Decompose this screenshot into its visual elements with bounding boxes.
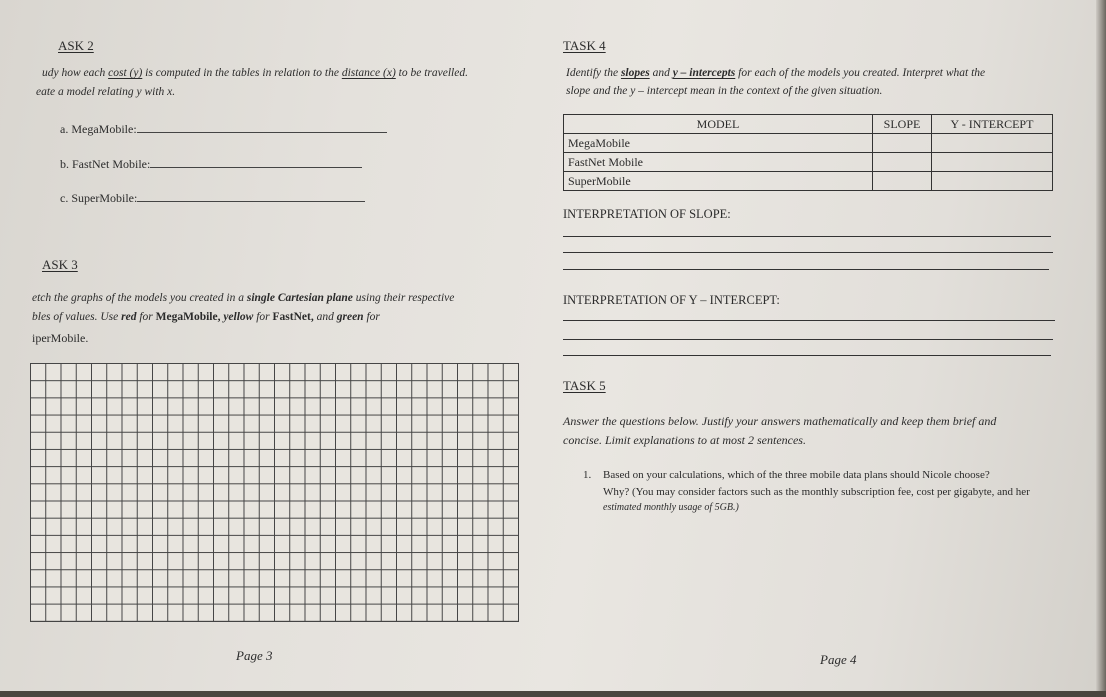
answer-blank[interactable] <box>137 191 365 202</box>
header-slope: SLOPE <box>873 115 932 134</box>
graph-paper-grid[interactable] <box>30 363 519 622</box>
cost-y-term: cost (y) <box>108 67 143 79</box>
task2-item-supermobile <box>60 191 365 206</box>
task4-line1-part-b: and <box>649 67 673 79</box>
slope-cell[interactable] <box>873 153 932 172</box>
intercept-cell[interactable] <box>932 153 1053 172</box>
task3-instruction-line1 <box>32 292 454 304</box>
task3-line2-part-b: for <box>136 311 156 323</box>
task5-instruction-line1: Answer the questions below. Justify your answers mathematically and keep them brief and <box>563 414 997 428</box>
task2-line1-part-a: udy how each <box>42 67 109 79</box>
color-yellow-term: yellow <box>223 311 254 323</box>
y-intercepts-term: y – intercepts <box>672 67 736 79</box>
slope-cell[interactable] <box>873 172 932 191</box>
header-model: MODEL <box>564 115 873 134</box>
question-1-line2 <box>603 486 1030 498</box>
task2-item-megamobile <box>60 122 387 137</box>
intercept-cell[interactable] <box>932 134 1053 153</box>
task3-line2-part-f: for <box>363 311 380 323</box>
model-cell: FastNet Mobile <box>564 153 873 172</box>
slope-cell[interactable] <box>873 134 932 153</box>
task3-line1-part-b: using their respective <box>352 292 455 304</box>
slope-answer-line-2[interactable] <box>563 252 1053 253</box>
answer-blank[interactable] <box>150 157 362 168</box>
intercept-answer-line-2[interactable] <box>563 339 1053 340</box>
models-table <box>563 114 1053 191</box>
table-row <box>564 134 1053 153</box>
task4-instruction-line1 <box>566 67 985 79</box>
task3-line1-part-a: etch the graphs of the models you created in a <box>32 292 247 304</box>
slope-interpretation-heading: INTERPRETATION OF SLOPE: <box>563 207 731 221</box>
header-y-intercept: Y - INTERCEPT <box>932 115 1053 134</box>
distance-x-term: distance (x) <box>341 67 396 79</box>
task2-line1-part-b: is computed in the tables in relation to the <box>142 67 342 79</box>
intercept-interpretation-heading: INTERPRETATION OF Y – INTERCEPT: <box>563 293 780 307</box>
intercept-answer-line-3[interactable] <box>563 355 1051 356</box>
table-row <box>564 172 1053 191</box>
task3-line2-part-d: for <box>253 311 273 323</box>
fastnet-term: FastNet, <box>272 311 314 323</box>
slope-answer-line-3[interactable] <box>563 269 1049 270</box>
task2-heading: ASK 2 <box>58 38 94 53</box>
single-cartesian-plane-term: single Cartesian plane <box>246 292 353 304</box>
slopes-term: slopes <box>620 67 650 79</box>
item-label: a. MegaMobile: <box>60 122 137 136</box>
item-label: c. SuperMobile: <box>60 191 138 205</box>
task2-instruction-line1 <box>42 67 468 79</box>
task5-instruction-line2: concise. Limit explanations to at most 2 sentences. <box>563 433 806 447</box>
color-green-term: green <box>336 311 364 323</box>
question-1-line3: estimated monthly usage of 5GB.) <box>603 502 739 513</box>
task3-instruction-line3: iperMobile. <box>32 331 89 345</box>
intercept-cell[interactable] <box>932 172 1053 191</box>
model-cell: MegaMobile <box>564 134 873 153</box>
page-number-left: Page 3 <box>236 648 273 663</box>
answer-blank[interactable] <box>137 122 387 133</box>
question-1-line2-text: Why? (You may consider factors such as the monthly subscription fee, cost per gigabyte, and her <box>603 486 1030 498</box>
task4-line1-part-a: Identify the <box>566 67 621 79</box>
table-row <box>564 153 1053 172</box>
model-cell: SuperMobile <box>564 172 873 191</box>
task3-line2-part-a: bles of values. Use <box>32 311 122 323</box>
task3-heading: ASK 3 <box>42 257 78 272</box>
task4-line1-part-c: for each of the models you created. Interpret what the <box>735 67 986 79</box>
task2-item-fastnet <box>60 157 362 172</box>
task4-instruction-line2: slope and the y – intercept mean in the context of the given situation. <box>566 85 883 97</box>
intercept-answer-line-1[interactable] <box>563 320 1055 321</box>
item-label: b. FastNet Mobile: <box>60 157 151 171</box>
task5-heading: TASK 5 <box>563 378 606 393</box>
paper-edge-shadow <box>1096 0 1106 697</box>
task3-line2-part-e: and <box>313 311 337 323</box>
color-red-term: red <box>121 311 137 323</box>
table-header-row <box>564 115 1053 134</box>
desk-background <box>0 691 1106 697</box>
task2-line1-part-c: to be travelled. <box>395 67 468 79</box>
page-number-right: Page 4 <box>820 652 857 667</box>
slope-answer-line-1[interactable] <box>563 236 1051 237</box>
megamobile-term: MegaMobile, <box>155 311 221 323</box>
question-1-line1: Based on your calculations, which of the three mobile data plans should Nicole choose? <box>603 469 990 481</box>
question-1-number: 1. <box>583 469 592 481</box>
task4-heading: TASK 4 <box>563 38 606 53</box>
task2-instruction-line2: eate a model relating y with x. <box>36 86 176 98</box>
task3-instruction-line2 <box>32 311 380 323</box>
